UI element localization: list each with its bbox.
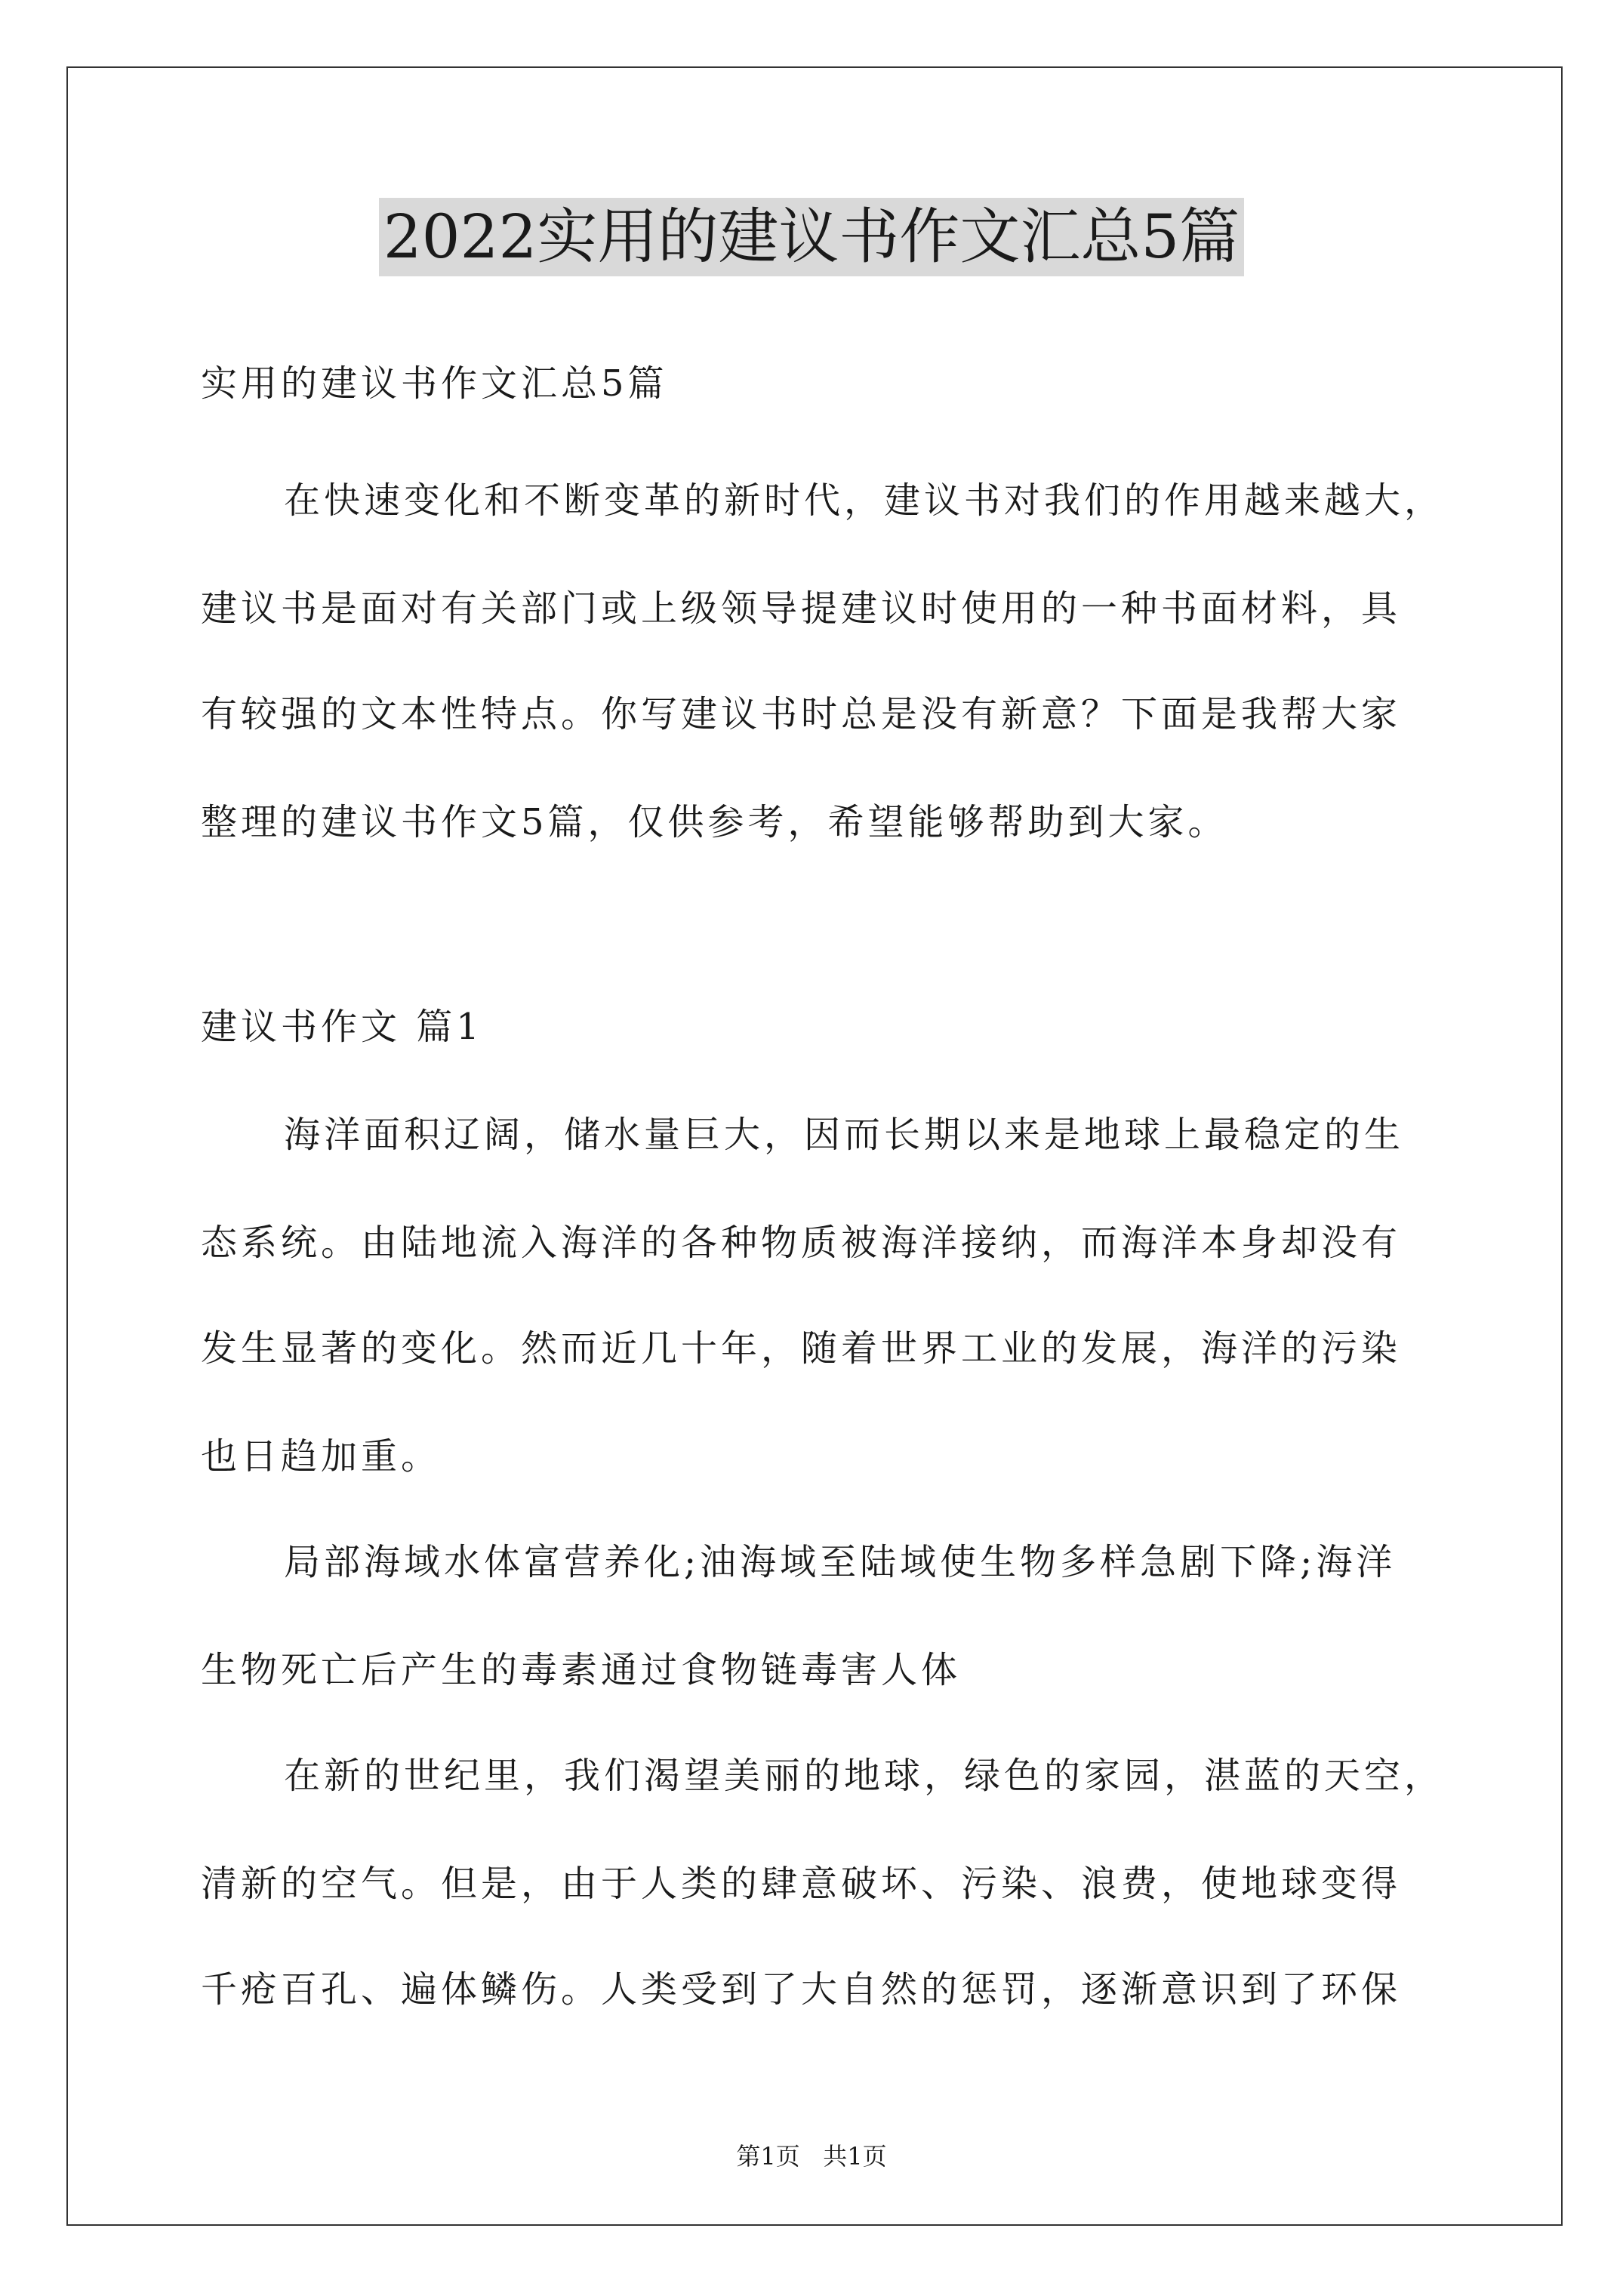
document-subtitle: 实用的建议书作文汇总5篇: [201, 362, 668, 405]
para2-line-1: 局部海域水体富营养化;油海域至陆域使生物多样急剧下降;海洋: [284, 1541, 1397, 1583]
para3-line-3: 千疮百孔、遍体鳞伤。人类受到了大自然的惩罚，逐渐意识到了环保: [201, 1968, 1402, 2011]
para1-line-2: 态系统。由陆地流入海洋的各种物质被海洋接纳，而海洋本身却没有: [201, 1222, 1402, 1264]
intro-line-2: 建议书是面对有关部门或上级领导提建议时使用的一种书面材料，具: [201, 587, 1402, 630]
document-title: 2022实用的建议书作文汇总5篇: [379, 198, 1245, 276]
section-heading: 建议书作文 篇1: [201, 1006, 483, 1048]
title-container: [0, 198, 1623, 276]
para2-line-2: 生物死亡后产生的毒素通过食物链毒害人体: [201, 1649, 962, 1691]
page-footer: 第1页 共1页: [736, 2142, 887, 2171]
intro-line-3: 有较强的文本性特点。你写建议书时总是没有新意？下面是我帮大家: [201, 693, 1402, 735]
para3-line-1: 在新的世纪里，我们渴望美丽的地球，绿色的家园，湛蓝的天空，: [284, 1755, 1445, 1797]
para3-line-2: 清新的空气。但是，由于人类的肆意破坏、污染、浪费，使地球变得: [201, 1863, 1402, 1905]
para1-line-3: 发生显著的变化。然而近几十年，随着世界工业的发展，海洋的污染: [201, 1327, 1402, 1370]
para1-line-4: 也日趋加重。: [201, 1435, 442, 1478]
intro-line-1: 在快速变化和不断变革的新时代，建议书对我们的作用越来越大，: [284, 479, 1445, 522]
intro-line-4: 整理的建议书作文5篇，仅供参考，希望能够帮助到大家。: [201, 801, 1228, 843]
para1-line-1: 海洋面积辽阔，储水量巨大，因而长期以来是地球上最稳定的生: [284, 1114, 1405, 1156]
